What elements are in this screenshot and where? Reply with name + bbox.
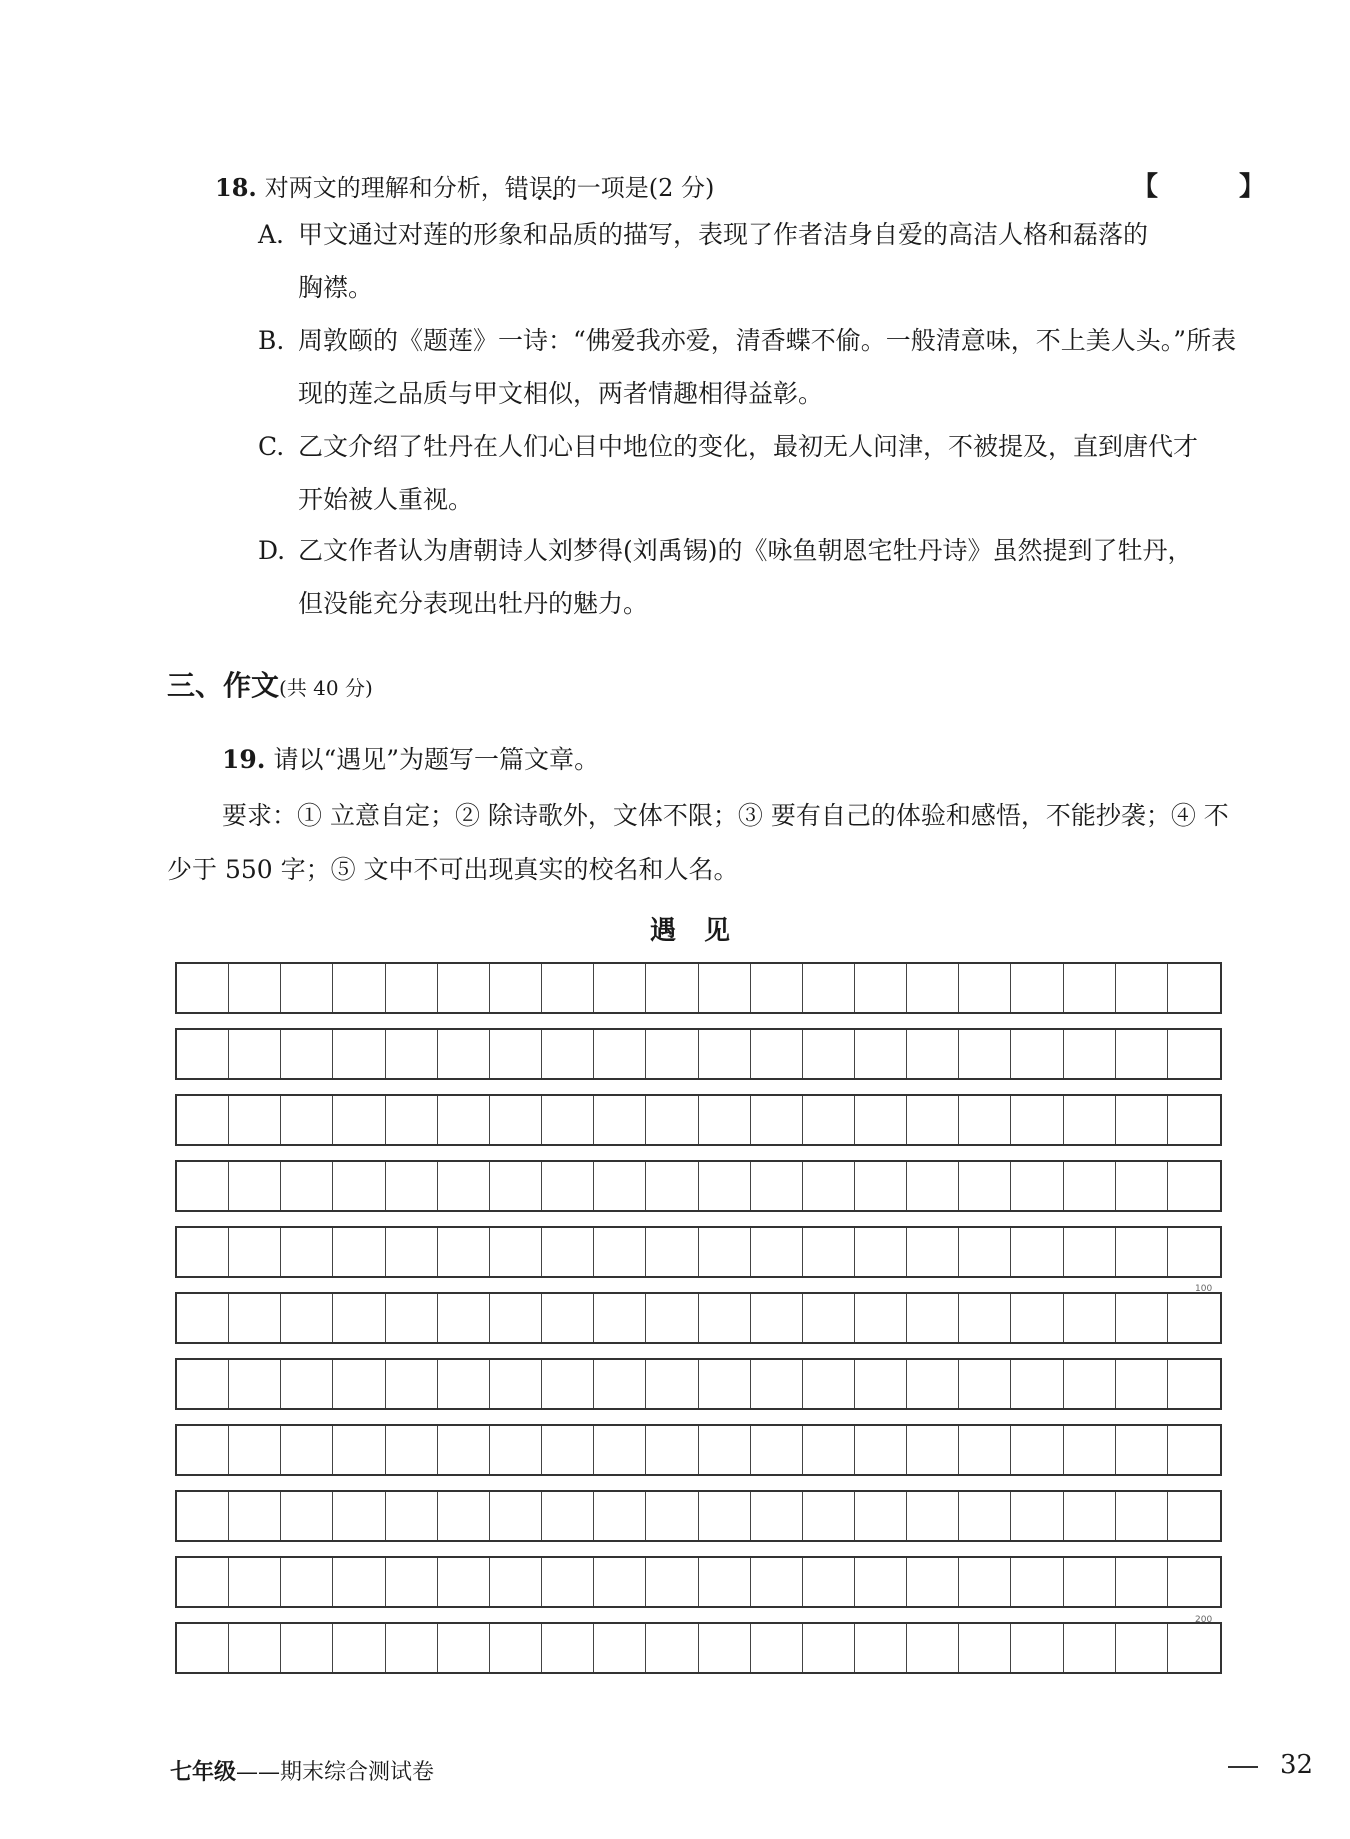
grid-cell[interactable] — [333, 1426, 385, 1474]
grid-cell[interactable] — [646, 1558, 698, 1606]
grid-cell[interactable] — [542, 964, 594, 1012]
grid-cell[interactable] — [1064, 1360, 1116, 1408]
grid-cell[interactable] — [907, 1624, 959, 1672]
option-text-line2: 但没能充分表现出牡丹的魅力。 — [298, 589, 649, 618]
grid-cell[interactable] — [907, 1426, 959, 1474]
grid-cell[interactable] — [542, 1294, 594, 1342]
grid-cell[interactable] — [699, 1426, 751, 1474]
grid-cell[interactable] — [751, 1558, 803, 1606]
grid-cell[interactable] — [229, 1030, 281, 1078]
question-19 — [222, 740, 599, 776]
grid-cell[interactable] — [333, 1030, 385, 1078]
grid-cell[interactable] — [646, 1492, 698, 1540]
grid-cell[interactable] — [438, 1624, 490, 1672]
grid-cell[interactable] — [1064, 964, 1116, 1012]
char-count-marker-100: 100 — [1195, 1284, 1213, 1294]
grid-cell[interactable] — [646, 1030, 698, 1078]
grid-cell[interactable] — [1064, 1492, 1116, 1540]
grid-cell[interactable] — [177, 1030, 229, 1078]
page-dash — [1228, 1766, 1258, 1768]
grid-cell[interactable] — [1064, 1228, 1116, 1276]
grid-row — [175, 1160, 1222, 1212]
grid-cell[interactable] — [803, 1492, 855, 1540]
grid-cell[interactable] — [594, 1360, 646, 1408]
grid-cell[interactable] — [699, 1360, 751, 1408]
grid-cell[interactable] — [855, 1360, 907, 1408]
grid-cell[interactable] — [1064, 1162, 1116, 1210]
grid-cell[interactable] — [177, 1492, 229, 1540]
grid-cell[interactable] — [281, 1360, 333, 1408]
grid-cell[interactable] — [594, 1162, 646, 1210]
option-letter: D. — [258, 536, 286, 565]
grid-cell[interactable] — [855, 964, 907, 1012]
grid-cell[interactable] — [333, 1096, 385, 1144]
grid-cell[interactable] — [333, 964, 385, 1012]
grid-cell[interactable] — [1011, 1426, 1063, 1474]
grid-cell[interactable] — [699, 1558, 751, 1606]
grid-cell[interactable] — [959, 1030, 1011, 1078]
option-text-line1: 乙文作者认为唐朝诗人刘梦得(刘禹锡)的《咏鱼朝恩宅牡丹诗》虽然提到了牡丹， — [298, 536, 1193, 565]
grid-cell[interactable] — [281, 1228, 333, 1276]
grid-cell[interactable] — [386, 1096, 438, 1144]
grid-cell[interactable] — [1116, 1492, 1168, 1540]
grid-cell[interactable] — [333, 1294, 385, 1342]
grid-cell[interactable] — [438, 1228, 490, 1276]
grid-cell[interactable] — [1011, 1492, 1063, 1540]
grid-cell[interactable] — [1168, 1294, 1220, 1342]
grid-cell[interactable] — [751, 1492, 803, 1540]
grid-row — [175, 1292, 1222, 1344]
grid-row — [175, 1556, 1222, 1608]
essay-title: 遇见 — [650, 916, 759, 946]
grid-cell[interactable] — [1064, 1558, 1116, 1606]
grid-cell[interactable] — [855, 1558, 907, 1606]
grid-cell[interactable] — [229, 1426, 281, 1474]
grid-cell[interactable] — [333, 1624, 385, 1672]
grid-cell[interactable] — [281, 1030, 333, 1078]
grid-cell[interactable] — [490, 1624, 542, 1672]
grid-cell[interactable] — [229, 1624, 281, 1672]
grid-cell[interactable] — [438, 1096, 490, 1144]
grid-cell[interactable] — [751, 1360, 803, 1408]
grid-cell[interactable] — [907, 1558, 959, 1606]
grid-cell[interactable] — [907, 1030, 959, 1078]
grid-cell[interactable] — [438, 1558, 490, 1606]
grid-cell[interactable] — [751, 1096, 803, 1144]
grid-cell[interactable] — [855, 1030, 907, 1078]
grid-cell[interactable] — [229, 1294, 281, 1342]
grid-cell[interactable] — [855, 1492, 907, 1540]
option-letter: B. — [258, 326, 285, 355]
grid-cell[interactable] — [386, 1030, 438, 1078]
grid-cell[interactable] — [281, 1162, 333, 1210]
option-text-line1: 周敦颐的《题莲》一诗：“佛爱我亦爱，清香蝶不偷。一般清意味，不上美人头。”所表 — [298, 326, 1237, 355]
grid-cell[interactable] — [751, 1426, 803, 1474]
grid-cell[interactable] — [907, 1162, 959, 1210]
grid-cell[interactable] — [959, 964, 1011, 1012]
grid-cell[interactable] — [1064, 1096, 1116, 1144]
grid-cell[interactable] — [1064, 1294, 1116, 1342]
grid-cell[interactable] — [855, 1096, 907, 1144]
grid-row — [175, 962, 1222, 1014]
grid-cell[interactable] — [177, 1558, 229, 1606]
grid-cell[interactable] — [803, 1096, 855, 1144]
grid-row — [175, 1358, 1222, 1410]
grid-cell[interactable] — [333, 1558, 385, 1606]
grid-cell[interactable] — [1168, 1558, 1220, 1606]
grid-cell[interactable] — [177, 1360, 229, 1408]
question-text-after: 一项是(2 分) — [576, 174, 715, 202]
grid-cell[interactable] — [490, 964, 542, 1012]
grid-cell[interactable] — [542, 1360, 594, 1408]
grid-cell[interactable] — [594, 1426, 646, 1474]
option-letter: C. — [258, 432, 285, 461]
grid-cell[interactable] — [229, 964, 281, 1012]
grid-cell[interactable] — [1064, 1426, 1116, 1474]
grid-cell[interactable] — [646, 1294, 698, 1342]
grid-cell[interactable] — [959, 1294, 1011, 1342]
grid-cell[interactable] — [803, 1360, 855, 1408]
grid-cell[interactable] — [386, 1294, 438, 1342]
grid-cell[interactable] — [1011, 1360, 1063, 1408]
page-number: 32 — [1280, 1750, 1314, 1780]
grid-cell[interactable] — [1116, 1294, 1168, 1342]
option-letter: A. — [258, 220, 285, 249]
grid-cell[interactable] — [542, 1624, 594, 1672]
grid-cell[interactable] — [803, 1294, 855, 1342]
grid-cell[interactable] — [594, 1096, 646, 1144]
grid-cell[interactable] — [751, 1294, 803, 1342]
grid-row — [175, 1028, 1222, 1080]
grid-cell[interactable] — [594, 1228, 646, 1276]
grid-cell[interactable] — [646, 1360, 698, 1408]
grid-cell[interactable] — [855, 1162, 907, 1210]
grid-cell[interactable] — [1168, 1030, 1220, 1078]
grid-cell[interactable] — [699, 1030, 751, 1078]
grid-cell[interactable] — [855, 1294, 907, 1342]
grid-cell[interactable] — [1011, 1558, 1063, 1606]
grid-cell[interactable] — [803, 1228, 855, 1276]
grid-cell[interactable] — [281, 1558, 333, 1606]
grid-cell[interactable] — [229, 1558, 281, 1606]
grid-cell[interactable] — [281, 1492, 333, 1540]
option-b — [258, 314, 1236, 420]
grid-cell[interactable] — [333, 1492, 385, 1540]
grid-cell[interactable] — [333, 1360, 385, 1408]
grid-cell[interactable] — [959, 1558, 1011, 1606]
grid-cell[interactable] — [386, 1360, 438, 1408]
grid-cell[interactable] — [386, 1228, 438, 1276]
grid-cell[interactable] — [959, 1492, 1011, 1540]
option-text-line1: 甲文通过对莲的形象和品质的描写，表现了作者洁身自爱的高洁人格和磊落的 — [298, 220, 1149, 249]
grid-cell[interactable] — [229, 1492, 281, 1540]
grid-cell[interactable] — [907, 1294, 959, 1342]
grid-cell[interactable] — [177, 1294, 229, 1342]
grid-cell[interactable] — [386, 1492, 438, 1540]
grid-cell[interactable] — [1011, 1228, 1063, 1276]
grid-cell[interactable] — [490, 1294, 542, 1342]
grid-cell[interactable] — [803, 964, 855, 1012]
grid-cell[interactable] — [855, 1624, 907, 1672]
grid-cell[interactable] — [907, 1492, 959, 1540]
grid-row — [175, 1490, 1222, 1542]
grid-cell[interactable] — [542, 1558, 594, 1606]
question-text-before: 对两文的理解和分析， — [264, 174, 505, 202]
question-18-title — [215, 168, 714, 203]
section-points: (共 40 分) — [279, 676, 373, 700]
grid-row — [175, 1622, 1222, 1674]
grid-cell[interactable] — [177, 1624, 229, 1672]
requirements-line1: 要求：① 立意自定；② 除诗歌外，文体不限；③ 要有自己的体验和感悟，不能抄袭；④ 不 — [222, 801, 1229, 830]
grid-cell[interactable] — [1168, 1162, 1220, 1210]
grid-cell[interactable] — [281, 1294, 333, 1342]
grid-cell[interactable] — [1116, 1360, 1168, 1408]
grid-cell[interactable] — [594, 1558, 646, 1606]
grid-cell[interactable] — [1116, 1228, 1168, 1276]
grid-cell[interactable] — [699, 1492, 751, 1540]
option-a — [258, 208, 1148, 314]
option-text-line1: 乙文介绍了牡丹在人们心目中地位的变化，最初无人问津，不被提及，直到唐代才 — [298, 432, 1199, 461]
grid-cell[interactable] — [1116, 1162, 1168, 1210]
grid-cell[interactable] — [699, 1294, 751, 1342]
grid-cell[interactable] — [594, 1030, 646, 1078]
grid-cell[interactable] — [229, 1162, 281, 1210]
grid-cell[interactable] — [542, 1162, 594, 1210]
grid-cell[interactable] — [438, 1360, 490, 1408]
grid-cell[interactable] — [1064, 1624, 1116, 1672]
grid-cell[interactable] — [959, 1228, 1011, 1276]
grid-row — [175, 1424, 1222, 1476]
grid-cell[interactable] — [229, 1228, 281, 1276]
grid-cell[interactable] — [803, 1030, 855, 1078]
grid-cell[interactable] — [542, 1426, 594, 1474]
grid-cell[interactable] — [542, 1096, 594, 1144]
grid-cell[interactable] — [333, 1162, 385, 1210]
grid-cell[interactable] — [646, 1624, 698, 1672]
grid-cell[interactable] — [490, 1426, 542, 1474]
grid-cell[interactable] — [490, 1096, 542, 1144]
grid-cell[interactable] — [1011, 1162, 1063, 1210]
grid-cell[interactable] — [594, 1294, 646, 1342]
grid-cell[interactable] — [907, 1360, 959, 1408]
grid-cell[interactable] — [281, 1426, 333, 1474]
requirements-line2: 少于 550 字；⑤ 文中不可出现真实的校名和人名。 — [167, 855, 739, 884]
grid-cell[interactable] — [646, 964, 698, 1012]
grid-cell[interactable] — [386, 1558, 438, 1606]
emphasized-text: 错误的 • • • — [505, 168, 577, 203]
option-text-line2: 开始被人重视。 — [298, 485, 474, 514]
grid-cell[interactable] — [907, 964, 959, 1012]
grid-cell[interactable] — [490, 1360, 542, 1408]
grid-cell[interactable] — [177, 1162, 229, 1210]
grid-cell[interactable] — [1116, 1558, 1168, 1606]
section-heading — [167, 664, 373, 704]
grid-row — [175, 1226, 1222, 1278]
grid-cell[interactable] — [490, 1030, 542, 1078]
grid-cell[interactable] — [229, 1360, 281, 1408]
grid-cell[interactable] — [1011, 1624, 1063, 1672]
grid-cell[interactable] — [646, 1228, 698, 1276]
grid-cell[interactable] — [594, 964, 646, 1012]
grid-cell[interactable] — [490, 1492, 542, 1540]
section-title: 三、作文 — [167, 669, 280, 702]
grid-cell[interactable] — [1168, 964, 1220, 1012]
grid-cell[interactable] — [1116, 1096, 1168, 1144]
footer-grade: 七年级 — [170, 1760, 237, 1785]
grid-cell[interactable] — [1011, 1096, 1063, 1144]
grid-cell[interactable] — [1168, 1228, 1220, 1276]
grid-cell[interactable] — [594, 1492, 646, 1540]
grid-cell[interactable] — [177, 1096, 229, 1144]
grid-cell[interactable] — [542, 1228, 594, 1276]
grid-cell[interactable] — [959, 1096, 1011, 1144]
grid-cell[interactable] — [646, 1096, 698, 1144]
grid-cell[interactable] — [386, 1162, 438, 1210]
grid-cell[interactable] — [646, 1162, 698, 1210]
grid-cell[interactable] — [1064, 1030, 1116, 1078]
grid-cell[interactable] — [281, 964, 333, 1012]
grid-cell[interactable] — [855, 1426, 907, 1474]
grid-cell[interactable] — [177, 1228, 229, 1276]
grid-cell[interactable] — [542, 1492, 594, 1540]
grid-cell[interactable] — [699, 1162, 751, 1210]
grid-cell[interactable] — [751, 964, 803, 1012]
grid-cell[interactable] — [1011, 964, 1063, 1012]
grid-cell[interactable] — [751, 1162, 803, 1210]
grid-cell[interactable] — [542, 1030, 594, 1078]
grid-cell[interactable] — [490, 1162, 542, 1210]
option-text-line2: 胸襟。 — [298, 273, 374, 302]
grid-cell[interactable] — [959, 1162, 1011, 1210]
grid-cell[interactable] — [438, 1294, 490, 1342]
grid-cell[interactable] — [803, 1558, 855, 1606]
grid-cell[interactable] — [699, 1096, 751, 1144]
grid-cell[interactable] — [281, 1624, 333, 1672]
option-text-line2: 现的莲之品质与甲文相似，两者情趣相得益彰。 — [298, 379, 824, 408]
grid-cell[interactable] — [490, 1228, 542, 1276]
grid-cell[interactable] — [438, 1426, 490, 1474]
grid-cell[interactable] — [1168, 1492, 1220, 1540]
grid-cell[interactable] — [751, 1624, 803, 1672]
grid-cell[interactable] — [1116, 1030, 1168, 1078]
grid-cell[interactable] — [907, 1228, 959, 1276]
grid-cell[interactable] — [751, 1228, 803, 1276]
grid-cell[interactable] — [1168, 1360, 1220, 1408]
grid-cell[interactable] — [803, 1162, 855, 1210]
grid-cell[interactable] — [1116, 1624, 1168, 1672]
grid-cell[interactable] — [699, 1228, 751, 1276]
grid-cell[interactable] — [959, 1624, 1011, 1672]
option-d — [258, 524, 1193, 630]
grid-cell[interactable] — [229, 1096, 281, 1144]
grid-cell[interactable] — [1011, 1030, 1063, 1078]
footer-label — [170, 1755, 434, 1786]
question-number: 19. — [222, 745, 266, 774]
grid-row — [175, 1094, 1222, 1146]
grid-cell[interactable] — [438, 1162, 490, 1210]
grid-cell[interactable] — [907, 1096, 959, 1144]
grid-cell[interactable] — [1011, 1294, 1063, 1342]
footer-test-name: ——期末综合测试卷 — [236, 1760, 435, 1785]
grid-cell[interactable] — [959, 1360, 1011, 1408]
grid-cell[interactable] — [438, 964, 490, 1012]
grid-cell[interactable] — [699, 1624, 751, 1672]
grid-cell[interactable] — [386, 964, 438, 1012]
grid-cell[interactable] — [803, 1624, 855, 1672]
grid-cell[interactable] — [1168, 1096, 1220, 1144]
grid-cell[interactable] — [386, 1426, 438, 1474]
question-number: 18. — [215, 173, 257, 202]
option-c — [258, 420, 1198, 526]
grid-cell[interactable] — [438, 1030, 490, 1078]
grid-cell[interactable] — [751, 1030, 803, 1078]
grid-cell[interactable] — [1116, 964, 1168, 1012]
grid-cell[interactable] — [177, 964, 229, 1012]
grid-cell[interactable] — [959, 1426, 1011, 1474]
grid-cell[interactable] — [699, 964, 751, 1012]
grid-cell[interactable] — [490, 1558, 542, 1606]
grid-cell[interactable] — [177, 1426, 229, 1474]
grid-cell[interactable] — [1168, 1624, 1220, 1672]
grid-cell[interactable] — [281, 1096, 333, 1144]
grid-cell[interactable] — [803, 1426, 855, 1474]
question-text: 请以“遇见”为题写一篇文章。 — [273, 745, 600, 774]
grid-cell[interactable] — [438, 1492, 490, 1540]
grid-cell[interactable] — [855, 1228, 907, 1276]
grid-cell[interactable] — [333, 1228, 385, 1276]
grid-cell[interactable] — [386, 1624, 438, 1672]
grid-cell[interactable] — [594, 1624, 646, 1672]
grid-cell[interactable] — [1168, 1426, 1220, 1474]
char-count-marker-200: 200 — [1195, 1615, 1213, 1625]
grid-cell[interactable] — [646, 1426, 698, 1474]
grid-cell[interactable] — [1116, 1426, 1168, 1474]
answer-bracket[interactable]: 【 】 — [1132, 172, 1302, 202]
